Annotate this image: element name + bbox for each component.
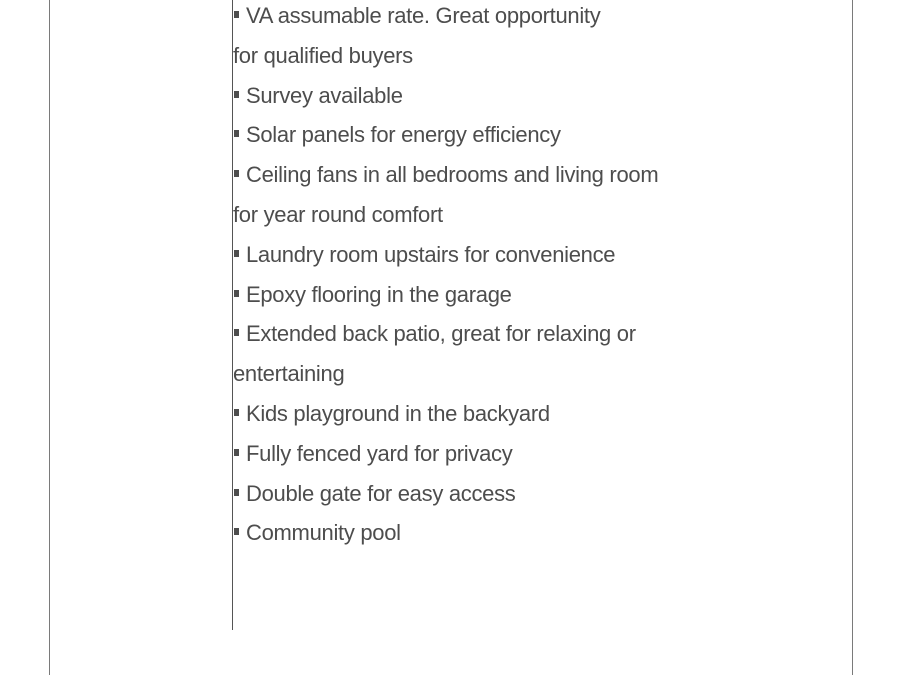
feature-list-item xyxy=(233,0,693,36)
feature-list-item xyxy=(233,235,693,275)
bullet-icon xyxy=(234,528,239,535)
feature-list-item-continuation xyxy=(233,36,693,76)
bullet-icon xyxy=(234,170,239,177)
bullet-icon xyxy=(234,449,239,456)
bullet-icon xyxy=(234,489,239,496)
feature-text: VA assumable rate. Great opportunity xyxy=(246,3,601,28)
feature-text: Extended back patio, great for relaxing or xyxy=(246,321,636,347)
feature-list-item xyxy=(233,474,693,514)
bullet-icon xyxy=(234,91,239,98)
feature-list-item xyxy=(233,115,693,155)
feature-list-item xyxy=(233,275,693,315)
bullet-icon xyxy=(234,329,239,336)
feature-text: Solar panels for energy efficiency xyxy=(246,122,561,148)
bullet-icon xyxy=(234,290,239,297)
feature-list-item xyxy=(233,394,693,434)
feature-text: Ceiling fans in all bedrooms and living room xyxy=(246,162,659,188)
feature-list-item xyxy=(233,513,693,553)
feature-text: for qualified buyers xyxy=(233,42,413,68)
page-border-right xyxy=(852,0,853,675)
bullet-icon xyxy=(234,11,239,18)
feature-text: Community pool xyxy=(246,520,401,546)
feature-list-item xyxy=(233,155,693,195)
bullet-icon xyxy=(234,409,239,416)
feature-text: for year round comfort xyxy=(233,201,443,227)
feature-text: Fully fenced yard for privacy xyxy=(246,440,513,466)
bullet-icon xyxy=(234,250,239,257)
feature-text: Double gate for easy access xyxy=(246,480,516,506)
feature-list-item xyxy=(233,76,693,116)
feature-text: Laundry room upstairs for convenience xyxy=(246,241,616,267)
feature-text: entertaining xyxy=(233,361,345,387)
feature-list-item-continuation xyxy=(233,354,693,394)
feature-list xyxy=(233,0,693,553)
feature-list-item xyxy=(233,434,693,474)
feature-text: Survey available xyxy=(246,82,403,108)
feature-list-item xyxy=(233,314,693,354)
feature-text: Kids playground in the backyard xyxy=(246,400,550,426)
bullet-icon xyxy=(234,130,239,137)
page-border-left xyxy=(49,0,50,675)
feature-list-item-continuation xyxy=(233,195,693,235)
feature-text: Epoxy flooring in the garage xyxy=(246,281,512,307)
